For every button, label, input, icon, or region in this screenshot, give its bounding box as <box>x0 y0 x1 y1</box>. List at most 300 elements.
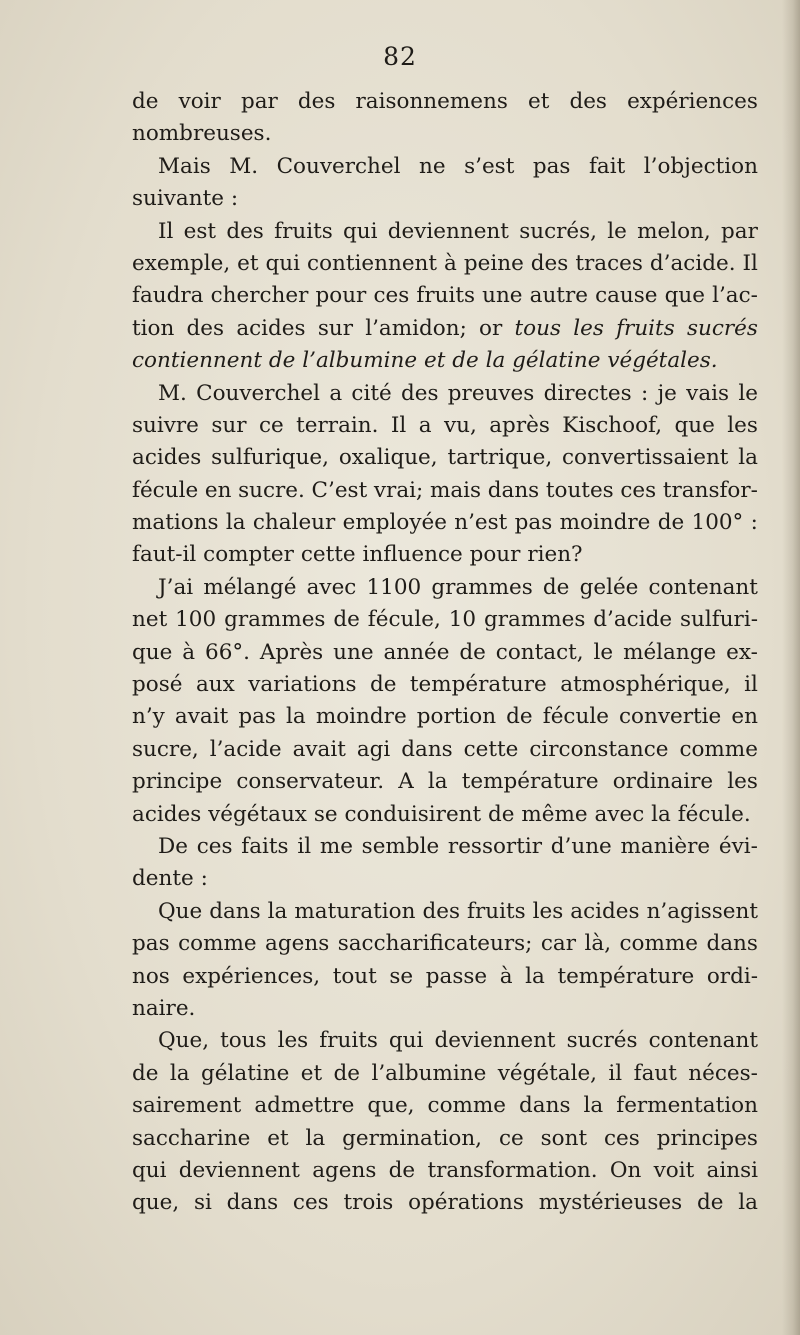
word: s’est <box>464 153 515 179</box>
word: ce <box>258 412 284 438</box>
word: la <box>738 445 758 471</box>
text-line <box>132 280 758 312</box>
word: vais <box>686 380 730 406</box>
word: semble <box>361 833 440 859</box>
word: faudra <box>132 283 204 309</box>
word: passe <box>425 963 488 989</box>
word: température <box>409 672 547 698</box>
word: est <box>183 218 217 244</box>
word: et <box>267 1125 289 1151</box>
text-line <box>132 539 758 571</box>
word: grammes <box>483 607 586 633</box>
text-line <box>132 1155 758 1187</box>
word: preuves <box>447 380 535 406</box>
word: la <box>305 1125 326 1151</box>
text-line <box>132 669 758 701</box>
word: toutes <box>545 477 614 503</box>
word: pas <box>238 704 276 730</box>
word: acides <box>132 445 202 471</box>
word: se <box>389 963 414 989</box>
word: température <box>557 963 695 989</box>
word: employée <box>342 510 447 536</box>
word: trois <box>343 1190 394 1216</box>
word: végétaux <box>208 801 307 827</box>
word: 1100 <box>366 574 422 600</box>
word: comme <box>178 931 257 957</box>
word: De <box>158 833 188 859</box>
word: mais <box>429 477 482 503</box>
word: net <box>132 607 168 633</box>
word: A <box>398 769 414 795</box>
word: suivante <box>132 186 224 212</box>
word: pas <box>532 153 571 179</box>
word: des <box>186 315 225 341</box>
word: suivre <box>132 412 199 438</box>
word: agens <box>312 1157 377 1183</box>
word: sont <box>540 1125 588 1151</box>
word: dans <box>487 477 540 503</box>
word: avec <box>594 801 645 827</box>
word: oxalique, <box>338 445 438 471</box>
word: contact, <box>495 639 584 665</box>
word: que <box>132 639 173 665</box>
word: saccharificateurs; <box>337 931 533 957</box>
word: il <box>744 672 758 698</box>
word: n’y <box>132 704 165 730</box>
word: sucrés <box>566 1028 638 1054</box>
word: les <box>727 412 758 438</box>
word: que <box>674 412 715 438</box>
word: végétale, <box>497 1060 597 1086</box>
word: germination, <box>342 1125 483 1151</box>
word: dente <box>132 866 194 892</box>
text-line <box>132 993 758 1025</box>
word: C’est <box>311 477 368 503</box>
word: sucrés <box>686 315 758 341</box>
word: des <box>400 380 439 406</box>
word: exemple, <box>132 250 231 276</box>
text-line <box>132 410 758 442</box>
word: fruits <box>319 1028 378 1054</box>
word: grammes <box>224 607 326 633</box>
word: ressortir <box>447 833 543 859</box>
word: de <box>506 704 533 730</box>
word: pas <box>132 931 170 957</box>
word: acides <box>236 315 306 341</box>
word: nos <box>132 963 170 989</box>
word: 10 <box>448 607 477 633</box>
word: terrain. <box>296 412 379 438</box>
word: une <box>482 283 523 309</box>
word: si <box>193 1190 212 1216</box>
word: par <box>721 218 758 244</box>
word: M. <box>158 380 187 406</box>
word: l’amidon; <box>365 315 467 341</box>
word: de <box>268 348 296 374</box>
word: fermentation <box>616 1093 758 1119</box>
text-line <box>132 961 758 993</box>
word: de <box>388 1157 416 1183</box>
word: ex- <box>726 639 758 665</box>
word: voir <box>178 89 221 114</box>
text-line <box>132 604 758 636</box>
word: conduisirent <box>344 801 482 827</box>
word: dans <box>519 1093 571 1119</box>
word: pour <box>469 542 521 568</box>
word: contiennent <box>132 348 262 374</box>
word: ainsi <box>706 1157 758 1183</box>
word: année <box>383 639 450 665</box>
word: d’une <box>550 833 612 859</box>
word: Que <box>158 898 203 924</box>
word: fécule, <box>367 607 441 633</box>
word: melon, <box>637 218 711 244</box>
word: portion <box>416 704 497 730</box>
word: : <box>230 186 239 212</box>
word: manière <box>620 833 711 859</box>
word: sur <box>317 315 353 341</box>
word: variations <box>248 672 357 698</box>
word: il <box>297 833 312 859</box>
word: fécule <box>132 477 199 503</box>
word: moindre <box>315 704 407 730</box>
word: à <box>182 639 196 665</box>
text-line <box>132 442 758 474</box>
word: que, <box>367 1093 415 1119</box>
text-line <box>132 86 758 118</box>
word: qui <box>132 1157 167 1183</box>
word: à <box>444 250 457 276</box>
word: gélatine <box>512 348 601 374</box>
word: et <box>423 348 446 374</box>
word: nombreuses. <box>132 121 272 147</box>
word: une <box>333 639 374 665</box>
word: gelée <box>579 574 639 600</box>
word: transfor- <box>662 477 758 503</box>
word: mystérieuses <box>538 1190 683 1216</box>
word: cette <box>300 542 356 568</box>
word: le <box>607 218 627 244</box>
word: posé <box>132 672 183 698</box>
text-line <box>132 896 758 928</box>
text-line <box>132 183 758 215</box>
word: rien? <box>527 542 583 568</box>
word: ces <box>292 1190 329 1216</box>
word: de <box>488 801 515 827</box>
word: 100 <box>175 607 217 633</box>
word: pas <box>514 510 553 536</box>
word: la <box>267 898 288 924</box>
text-line <box>132 766 758 798</box>
text-line <box>132 572 758 604</box>
word: température <box>461 769 599 795</box>
word: évi- <box>718 833 758 859</box>
word: ordinaire <box>612 769 714 795</box>
word: d’acide <box>593 607 673 633</box>
word: Il <box>158 218 174 244</box>
word: de <box>369 672 397 698</box>
word: Couverchel <box>196 380 321 406</box>
word: : <box>200 866 208 892</box>
text-line <box>132 378 758 410</box>
word: Que, <box>158 1028 210 1054</box>
word: conservateur. <box>236 769 385 795</box>
word: a <box>329 380 343 406</box>
word: J’ai <box>158 574 194 600</box>
word: ces <box>604 1125 640 1151</box>
word: acides <box>570 898 640 924</box>
word: faut <box>633 1060 677 1086</box>
text-line <box>132 799 758 831</box>
word: la <box>738 1190 758 1216</box>
word: les <box>727 769 758 795</box>
word: ces <box>620 477 657 503</box>
word: principes <box>656 1125 758 1151</box>
word: chercher <box>210 283 309 309</box>
word: agi <box>356 736 391 762</box>
word: moindre <box>559 510 651 536</box>
word: M. <box>229 153 259 179</box>
word: Mais <box>158 153 211 179</box>
word: néces- <box>688 1060 758 1086</box>
word: cette <box>463 736 519 762</box>
word: l’albumine <box>302 348 418 374</box>
word: je <box>657 380 677 406</box>
word: cause <box>595 283 658 309</box>
word: Après <box>259 639 324 665</box>
word: la <box>225 510 246 536</box>
word: dans <box>706 931 758 957</box>
word: mations <box>132 510 219 536</box>
word: qui <box>265 250 301 276</box>
word: d’acide. <box>649 250 736 276</box>
word: avait <box>292 736 346 762</box>
text-line <box>132 1058 758 1090</box>
word: ordi- <box>706 963 758 989</box>
word: comme <box>619 931 698 957</box>
word: qui <box>343 218 378 244</box>
text-line <box>132 507 758 539</box>
text-line <box>132 151 758 183</box>
text-line <box>132 863 758 895</box>
text-line <box>132 216 758 248</box>
word: acides <box>132 801 202 827</box>
word: sur <box>211 412 247 438</box>
word: même <box>521 801 588 827</box>
word: fruits <box>616 315 675 341</box>
word: la <box>169 1060 190 1086</box>
word: fécule. <box>677 801 751 827</box>
word: ce <box>498 1125 524 1151</box>
word: les <box>532 898 564 924</box>
word: me <box>319 833 353 859</box>
word: aux <box>195 672 235 698</box>
word: des <box>569 89 607 114</box>
word: avec <box>306 574 357 600</box>
word: la <box>583 1093 604 1119</box>
word: naire. <box>132 995 196 1021</box>
word: l’ac- <box>712 283 758 309</box>
text-line <box>132 831 758 863</box>
word: des <box>226 218 264 244</box>
text-line <box>132 475 758 507</box>
word: agens <box>265 931 330 957</box>
word: tout <box>332 963 377 989</box>
word: et <box>300 1060 323 1086</box>
page-number: 82 <box>383 42 417 71</box>
word: deviennent <box>178 1157 300 1183</box>
word: 100° <box>691 510 744 536</box>
word: le <box>593 639 614 665</box>
word: fruits <box>416 283 475 309</box>
word: et <box>237 250 259 276</box>
word: de <box>452 348 479 374</box>
word: la <box>427 769 448 795</box>
word: sucrés, <box>519 218 597 244</box>
word: contenant <box>648 1028 758 1054</box>
word: On <box>609 1157 642 1183</box>
word: cité <box>351 380 392 406</box>
word: car <box>540 931 577 957</box>
page-edge-shadow <box>782 0 800 1335</box>
word: de <box>333 607 360 633</box>
word: il <box>608 1060 623 1086</box>
word: que, <box>132 1190 180 1216</box>
word: gélatine <box>201 1060 290 1086</box>
text-line <box>132 1123 758 1155</box>
word: de <box>132 1060 159 1086</box>
text-line <box>132 248 758 280</box>
word: de <box>696 1190 724 1216</box>
text-line <box>132 701 758 733</box>
word: comme <box>427 1093 507 1119</box>
word: les <box>573 315 604 341</box>
word: ne <box>419 153 446 179</box>
word: sulfurique, <box>211 445 329 471</box>
word: l’objection <box>643 153 758 179</box>
word: Il <box>390 412 407 438</box>
word: la <box>286 704 306 730</box>
word: vrai; <box>373 477 424 503</box>
word: de <box>459 639 486 665</box>
word: circonstance <box>529 736 669 762</box>
word: en <box>731 704 758 730</box>
word: des <box>530 250 569 276</box>
word: : <box>750 510 758 536</box>
text-line <box>132 1025 758 1057</box>
word: dans <box>226 1190 279 1216</box>
word: saccharine <box>132 1125 251 1151</box>
text-line <box>132 734 758 766</box>
word: fruits <box>274 218 333 244</box>
word: Couverchel <box>276 153 401 179</box>
word: se <box>313 801 338 827</box>
text-line <box>132 1187 758 1219</box>
word: qui <box>388 1028 424 1054</box>
word: tartrique, <box>447 445 553 471</box>
word: par <box>240 89 278 114</box>
word: la <box>525 963 545 989</box>
word: avait <box>174 704 229 730</box>
text-line <box>132 1090 758 1122</box>
text-line <box>132 313 758 345</box>
word: l’albumine <box>371 1060 487 1086</box>
word: deviennent <box>387 218 509 244</box>
word: directes <box>543 380 632 406</box>
word: Kischoof, <box>562 412 663 438</box>
word: ces <box>373 283 410 309</box>
word: des <box>297 89 336 114</box>
word: que <box>664 283 705 309</box>
word: de <box>132 89 159 114</box>
word: 66°. <box>205 639 250 665</box>
word: peine <box>463 250 524 276</box>
word: la <box>651 801 671 827</box>
word: ces <box>196 833 233 859</box>
word: sucre. <box>238 477 305 503</box>
word: faits <box>241 833 289 859</box>
word: opérations <box>408 1190 524 1216</box>
word: dans <box>401 736 453 762</box>
word: or <box>479 315 503 341</box>
word: végétales. <box>607 348 718 374</box>
text-line <box>132 118 758 150</box>
word: pour <box>315 283 367 309</box>
word: expériences <box>627 89 758 114</box>
word: à <box>499 963 513 989</box>
word: convertissaient <box>561 445 729 471</box>
word: après <box>489 412 550 438</box>
word: de <box>657 510 685 536</box>
word: Il <box>742 250 758 276</box>
word: sucre, <box>132 736 199 762</box>
word: voit <box>653 1157 695 1183</box>
word: transformation. <box>427 1157 598 1183</box>
word: : <box>640 380 649 406</box>
word: admettre <box>254 1093 355 1119</box>
word: raisonnemens <box>355 89 508 114</box>
word: atmosphérique, <box>560 672 731 698</box>
word: a <box>418 412 432 438</box>
word: chaleur <box>252 510 336 536</box>
word: fait <box>588 153 626 179</box>
word: deviennent <box>434 1028 556 1054</box>
word: autre <box>529 283 588 309</box>
word: grammes <box>431 574 533 600</box>
word: la <box>485 348 506 374</box>
word: fécule <box>542 704 609 730</box>
word: comme <box>679 736 758 762</box>
word: l’acide <box>209 736 282 762</box>
word: sulfuri- <box>680 607 758 633</box>
word: dans <box>209 898 261 924</box>
word: influence <box>362 542 463 568</box>
word: tous <box>514 315 561 341</box>
word: mélangé <box>203 574 297 600</box>
word: le <box>738 380 758 406</box>
word: tous <box>220 1028 267 1054</box>
word: vu, <box>443 412 477 438</box>
word: de <box>542 574 570 600</box>
word: contenant <box>648 574 758 600</box>
word: là, <box>584 931 612 957</box>
body-text <box>132 86 758 1220</box>
word: convertie <box>619 704 722 730</box>
word: de <box>333 1060 361 1086</box>
text-line <box>132 345 758 377</box>
word: tion <box>132 315 175 341</box>
text-line <box>132 928 758 960</box>
